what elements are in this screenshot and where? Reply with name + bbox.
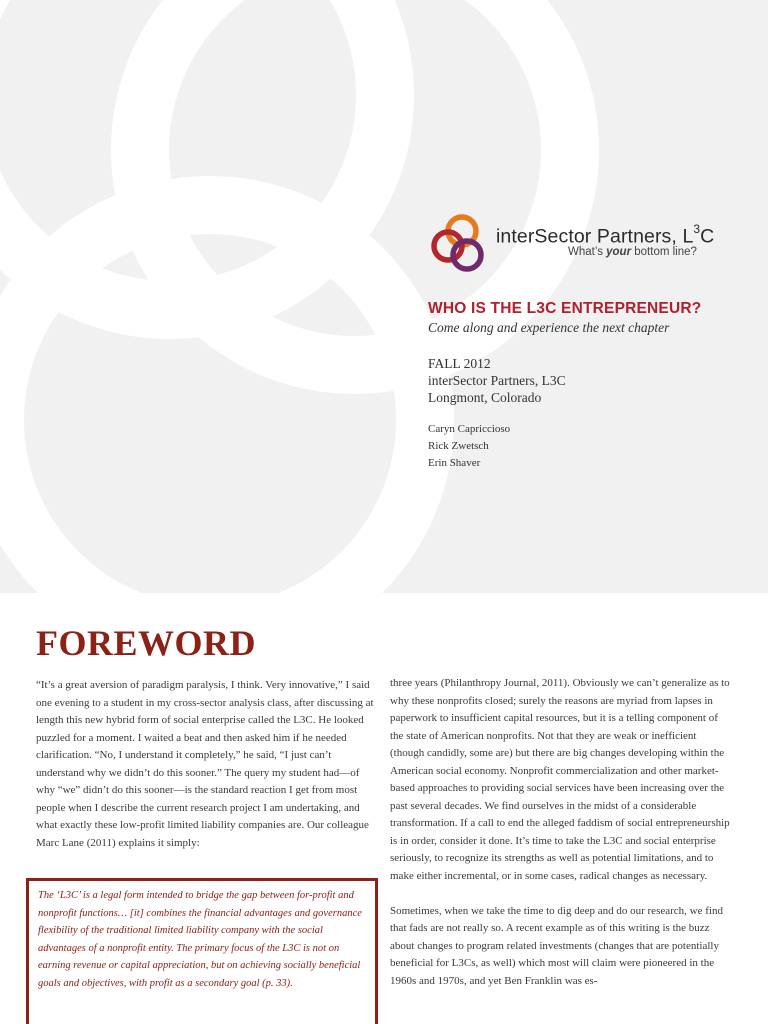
publication-organization: interSector Partners, L3C (428, 373, 566, 388)
right-column (390, 675, 732, 1008)
quote-text: The ‘L3C’ is a legal form intended to bridge the gap between for-profit and nonprofit functions… [it] combines the financial advantages and governance flexibility of the traditional limited liability company with the social advantages of a nonprofit entity. The primary focus of the L3C is not on earning revenue or capital appreciation, but on achieving socially beneficial goals and objectives, with profit as a secondary goal (p. 33). (38, 890, 362, 989)
interlocking-rings-icon (426, 212, 490, 276)
publication-info (428, 355, 566, 406)
section-heading: FOREWORD (36, 623, 256, 663)
author-name: Erin Shaver (428, 457, 481, 469)
publication-season: FALL 2012 (428, 356, 491, 371)
author-list (428, 421, 510, 472)
logo-tagline: What’s your bottom line? (568, 246, 697, 258)
left-column (36, 677, 376, 870)
body-paragraph: Sometimes, when we take the time to dig deep and do our research, we find that fads are not really so. A recent example as of this writing is the buzz about changes to program related investments (changes that are potentially beneficial for L3Cs, as well) which most will claim were pioneered in the 1960s and 1970s, and yet Ben Franklin was es- (390, 904, 723, 987)
author-name: Caryn Capriccioso (428, 423, 511, 435)
logo (426, 212, 726, 276)
author-name: Rick Zwetsch (428, 440, 489, 452)
block-quote (26, 878, 378, 1024)
publication-location: Longmont, Colorado (428, 390, 542, 405)
body-paragraph: “It’s a great aversion of paradigm paralysis, I think. Very innovative,” I said one evening to a student in my cross-sector analysis class, after discussing at length this new hybrid form of social enterprise called the L3C. He looked puzzled for a moment. I waited a beat and then asked him if he needed clarification. “No, I understand it completely,” he said, “I just can’t understand why we didn’t do this sooner.” The query my student had—of why “we” didn’t do this sooner—is the standard reaction I get from most people when I describe the current research project I am undertaking, and what exactly these low-profit limited liability companies are. Our colleague Marc Lane (2011) explains it simply: (36, 679, 374, 849)
logo-name: interSector Partners, $L^3C$ (496, 222, 715, 248)
document-title: WHO IS THE L3C ENTREPRENEUR? (428, 300, 702, 317)
document-subtitle: Come along and experience the next chapter (428, 320, 670, 335)
body-paragraph: three years (Philanthropy Journal, 2011). Obviously we can’t generalize as to why these nonprofits closed; surely the reasons are myriad from lapses in paperwork to insufficient capital resources, but it is a telling component of the state of American nonprofits. Not that they are weak or inefficient (though candidly, some are) but there are big changes developing within the American social economy. Nonprofit commercialization and other market-based approaches to providing social services have been increasing over the past several decades. We find ourselves in the midst of a considerable transformation. If a call to end the alleged faddism of social entrepreneurship is in order, consider it done. It’s time to take the L3C and social enterprise seriously, to recognize its strengths as well as potential limitations, and to make either incremental, or in some cases, radical changes as necessary. (390, 677, 730, 882)
